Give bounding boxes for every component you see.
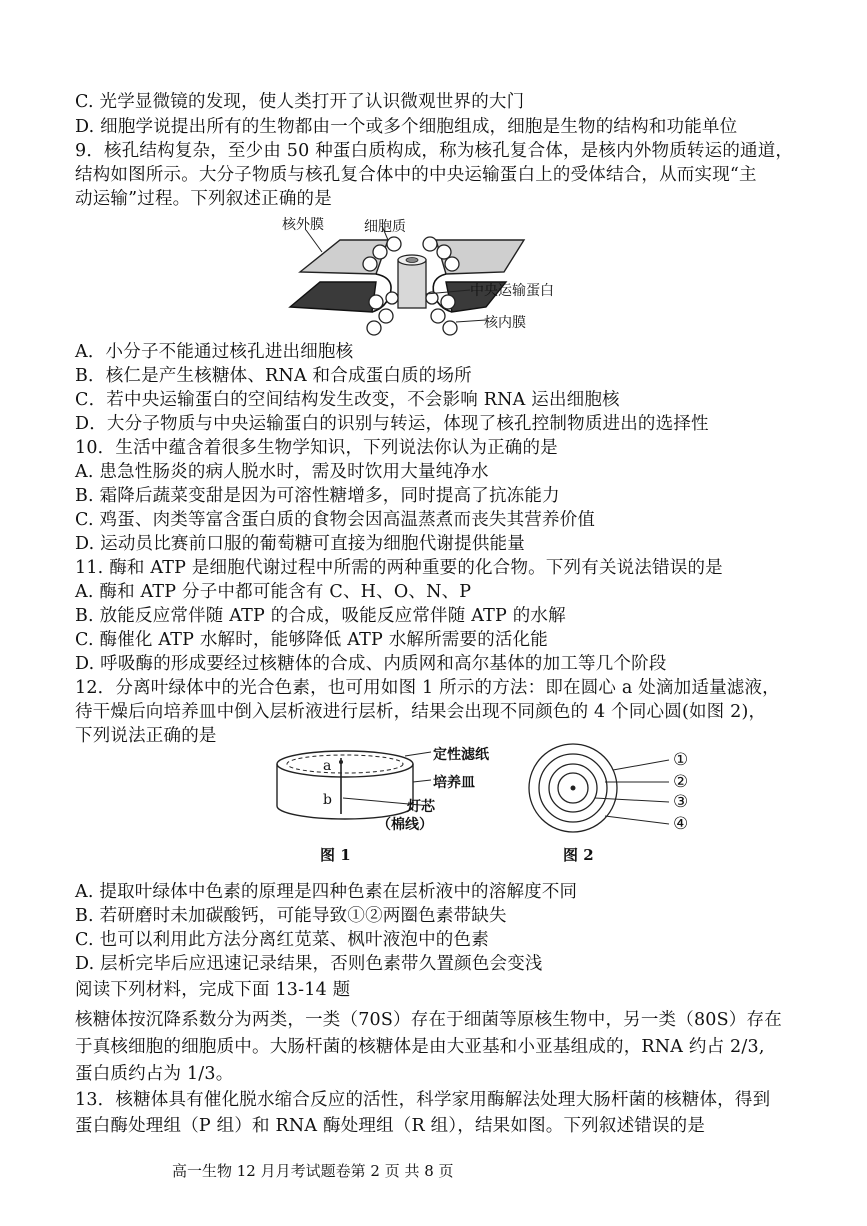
label-cotton: （棉线） [377, 817, 433, 833]
q12-option-b: B. 若研磨时未加碳酸钙，可能导致①②两圈色素带缺失 [75, 906, 507, 926]
q12-stem-1: 12．分离叶绿体中的光合色素，也可用如图 1 所示的方法：即在圆心 a 处滴加适量滤液， [75, 678, 780, 698]
page-footer: 高一生物 12 月月考试题卷第 2 页 共 8 页 [172, 1162, 454, 1180]
reading-intro: 阅读下列材料，完成下面 13-14 题 [75, 980, 351, 1000]
q9-option-d: D．大分子物质与中央运输蛋白的识别与转运，体现了核孔控制物质进出的选择性 [75, 414, 709, 434]
label-wick: 灯芯 [407, 799, 435, 815]
ring-label-4: ④ [673, 814, 689, 834]
q12-stem-2: 待干燥后向培养皿中倒入层析液进行层析，结果会出现不同颜色的 4 个同心圆(如图 2)， [75, 702, 767, 722]
label-outer-membrane: 核外膜 [282, 217, 324, 233]
q12-option-c: C. 也可以利用此方法分离红苋菜、枫叶液泡中的色素 [75, 930, 489, 950]
q11-option-c: C. 酶催化 ATP 水解时，能够降低 ATP 水解所需要的活化能 [75, 630, 548, 650]
nuclear-pore-figure [280, 212, 580, 342]
q8-option-c: C. 光学显微镜的发现，使人类打开了认识微观世界的大门 [75, 92, 525, 112]
figure-2 [505, 742, 705, 872]
ring-label-2: ② [673, 772, 689, 792]
q9-stem-2: 结构如图所示。大分子物质与核孔复合体中的中央运输蛋白上的受体结合，从而实现“主 [75, 165, 757, 185]
q13-stem-2: 蛋白酶处理组（P 组）和 RNA 酶处理组（R 组），结果如图。下列叙述错误的是 [75, 1116, 706, 1136]
q11-option-d: D. 呼吸酶的形成要经过核糖体的合成、内质网和高尔基体的加工等几个阶段 [75, 654, 667, 674]
q9-option-c: C．若中央运输蛋白的空间结构发生改变，不会影响 RNA 运出细胞核 [75, 390, 620, 410]
figure-2-caption: 图 2 [563, 846, 594, 864]
label-b: b [323, 792, 332, 808]
q10-stem: 10．生活中蕴含着很多生物学知识，下列说法你认为正确的是 [75, 438, 558, 458]
q12-option-d: D. 层析完毕后应迅速记录结果，否则色素带久置颜色会变浅 [75, 954, 543, 974]
q9-option-b: B．核仁是产生核糖体、RNA 和合成蛋白质的场所 [75, 366, 472, 386]
q13-stem-1: 13．核糖体具有催化脱水缩合反应的活性，科学家用酶解法处理大肠杆菌的核糖体，得到 [75, 1090, 771, 1110]
figure-1 [265, 742, 505, 872]
label-central-transport-protein: 中央运输蛋白 [470, 283, 554, 299]
q11-stem: 11. 酶和 ATP 是细胞代谢过程中所需的两种重要的化合物。下列有关说法错误的是 [75, 558, 723, 578]
label-petri-dish: 培养皿 [433, 775, 475, 791]
q12-stem-3: 下列说法正确的是 [75, 726, 217, 746]
q9-option-a: A．小分子不能通过核孔进出细胞核 [75, 342, 354, 362]
material-1: 核糖体按沉降系数分为两类，一类（70S）存在于细菌等原核生物中，另一类（80S）存在 [75, 1010, 782, 1030]
q10-option-a: A. 患急性肠炎的病人脱水时，需及时饮用大量纯净水 [75, 462, 489, 482]
material-3: 蛋白质约占为 1/3。 [75, 1064, 234, 1084]
figure-1-caption: 图 1 [320, 846, 351, 864]
q8-option-d: D. 细胞学说提出所有的生物都由一个或多个细胞组成，细胞是生物的结构和功能单位 [75, 117, 738, 137]
label-filter-paper: 定性滤纸 [433, 747, 489, 763]
q9-stem-3: 动运输”过程。下列叙述正确的是 [75, 189, 332, 209]
ring-label-3: ③ [673, 792, 689, 812]
q10-option-b: B. 霜降后蔬菜变甜是因为可溶性糖增多，同时提高了抗冻能力 [75, 486, 560, 506]
nuclear-pore-diagram [280, 212, 580, 342]
ring-label-1: ① [673, 750, 689, 770]
q10-option-c: C. 鸡蛋、肉类等富含蛋白质的食物会因高温蒸煮而丧失其营养价值 [75, 510, 596, 530]
label-inner-membrane: 核内膜 [484, 315, 526, 331]
q12-option-a: A. 提取叶绿体中色素的原理是四种色素在层析液中的溶解度不同 [75, 882, 578, 902]
q10-option-d: D. 运动员比赛前口服的葡萄糖可直接为细胞代谢提供能量 [75, 534, 525, 554]
q11-option-b: B. 放能反应常伴随 ATP 的合成，吸能反应常伴随 ATP 的水解 [75, 606, 566, 626]
label-a: a [323, 758, 332, 774]
q9-stem-1: 9．核孔结构复杂，至少由 50 种蛋白质构成，称为核孔复合体，是核内外物质转运的通道， [75, 141, 794, 161]
material-2: 于真核细胞的细胞质中。大肠杆菌的核糖体是由大亚基和小亚基组成的，RNA 约占 2/3, [75, 1037, 765, 1057]
label-cytoplasm: 细胞质 [364, 219, 406, 235]
q11-option-a: A. 酶和 ATP 分子中都可能含有 C、H、O、N、P [75, 582, 472, 602]
